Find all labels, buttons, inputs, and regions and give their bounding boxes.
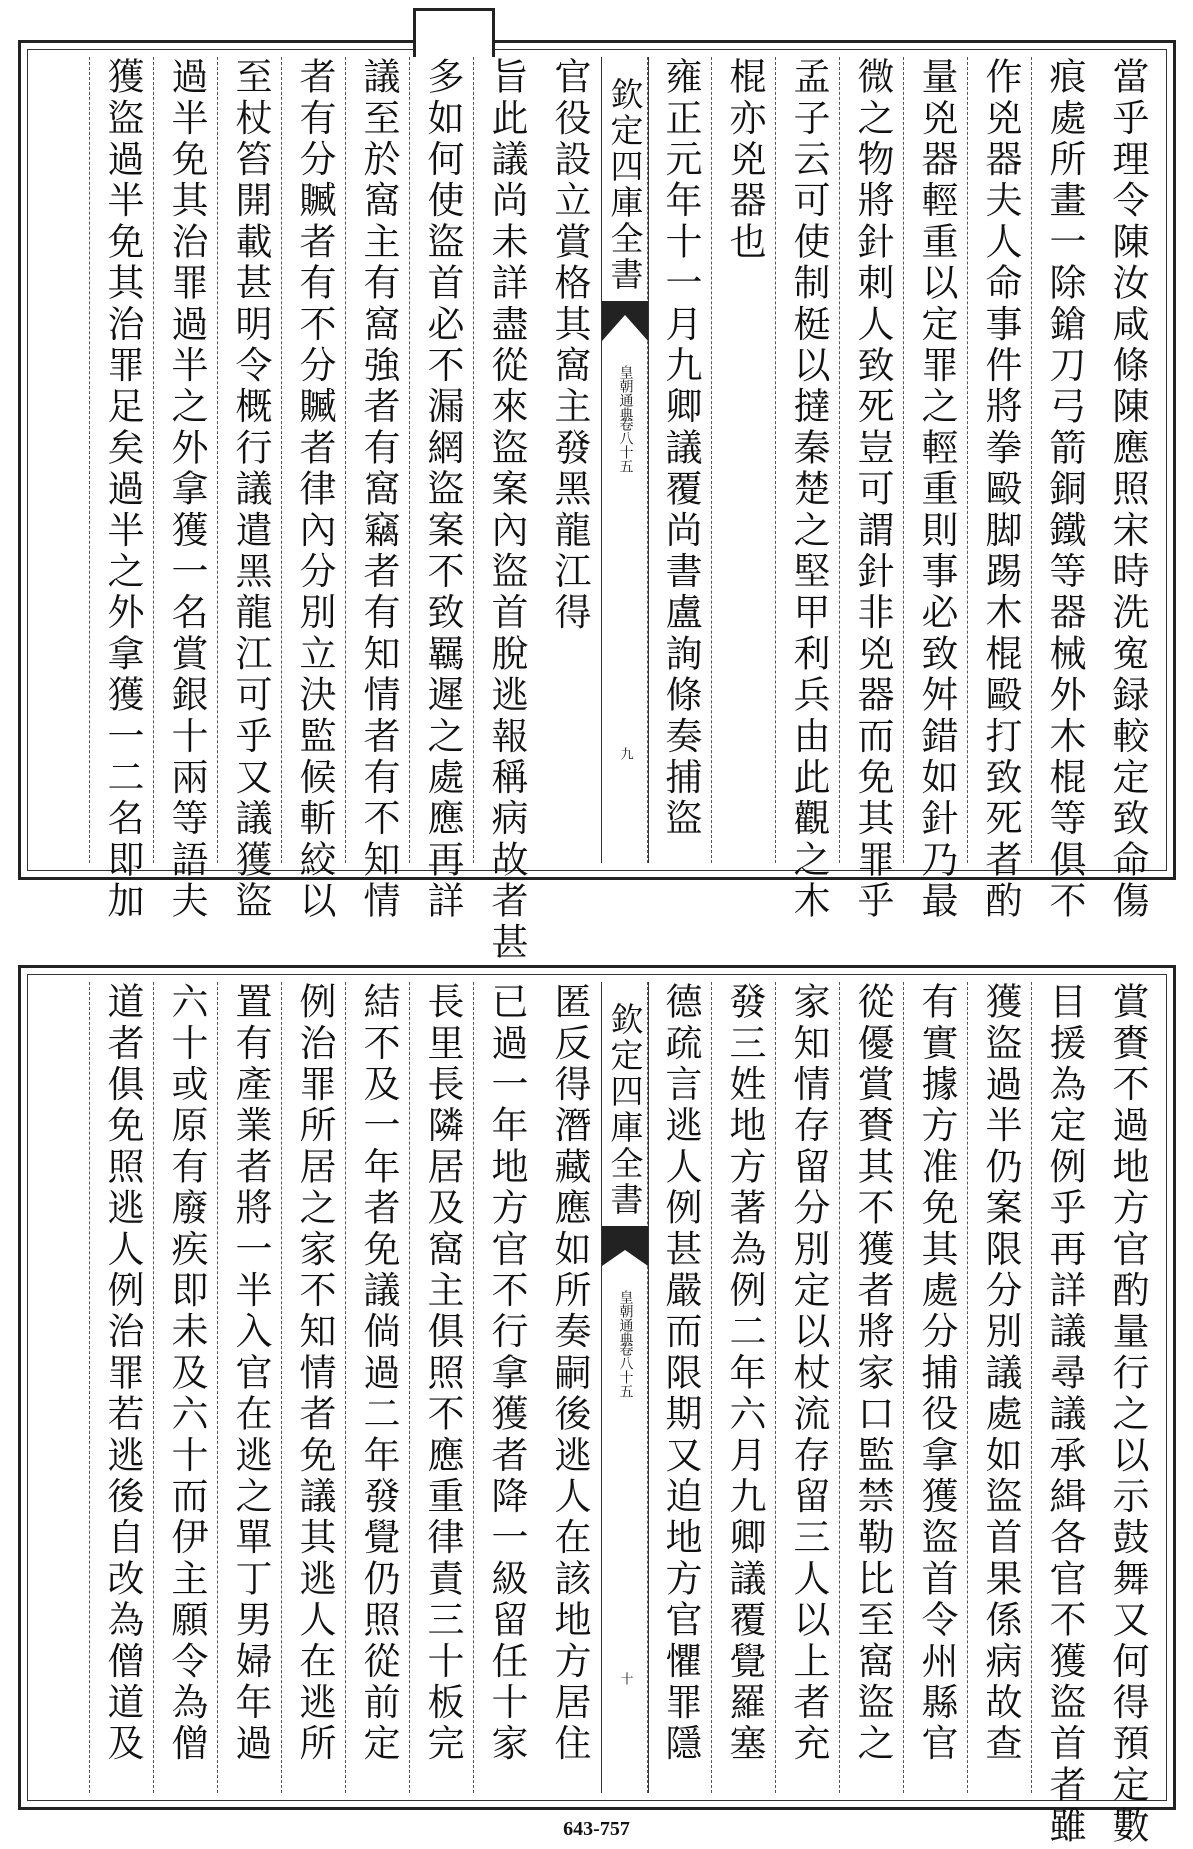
text-column: 匿反得潛藏應如所奏嗣後逃人在該地方居住	[548, 982, 591, 1765]
text-column: 官役設立賞格其窩主發黑龍江得	[548, 57, 591, 634]
source-title: 皇朝通典	[617, 1290, 634, 1346]
text-column: 置有產業者將一半入官在逃之單丁男婦年過	[217, 982, 282, 1793]
text-column: 旨此議尚未詳盡從來盜案內盜首脫逃報稱病故者甚	[473, 57, 538, 863]
text-column: 德疏言逃人例甚嚴而限期又迫地方官懼罪隱	[647, 982, 712, 1793]
fishtail-mark	[602, 1226, 648, 1266]
text-column: 議至於窩主有窩強者有窩竊者有知情者有不知情	[345, 57, 410, 863]
chapter-number: 卷八十五	[617, 417, 634, 473]
text-column: 者有分贓者有不分贓者律內分別立決監候斬絞以	[281, 57, 346, 863]
page-reference-number: 643-757	[563, 1818, 630, 1840]
text-column: 長里長隣居及窩主俱照不應重律責三十板完	[409, 982, 474, 1793]
text-column: 有實據方准免其處分捕役拿獲盜首令州縣官	[903, 982, 968, 1793]
source-title: 皇朝通典	[617, 365, 634, 421]
text-column: 當乎理令陳汝咸條陳應照宋時洗寃録較定致命傷	[1106, 57, 1149, 923]
text-column: 已過一年地方官不行拿獲者降一級留任十家	[473, 982, 538, 1793]
text-column: 獲盜過半免其治罪足矣過半之外拿獲一二名即加	[89, 57, 154, 863]
folio-number: 十	[617, 1672, 633, 1685]
text-column: 量兇器輕重以定罪之輕重則事必致舛錯如針乃最	[903, 57, 968, 863]
book-title: 欽定四庫全書	[605, 1002, 645, 1218]
page-upper-leaf	[18, 40, 1176, 964]
text-column: 獲盜過半仍案限分別議處如盜首果係病故查	[967, 982, 1032, 1793]
text-column: 過半免其治罪過半之外拿獲一名賞銀十兩等語夫	[153, 57, 218, 863]
text-column: 孟子云可使制梃以撻秦楚之堅甲利兵由此觀之木	[775, 57, 840, 863]
text-column: 家知情存留分別定以杖流存留三人以上者充	[775, 982, 840, 1793]
text-column: 作兇器夫人命事件將拳毆脚踢木棍毆打致死者酌	[967, 57, 1032, 863]
folio-number: 九	[617, 747, 633, 760]
chapter-number: 卷八十五	[617, 1342, 634, 1398]
text-column: 雍正元年十一月九卿議覆尚書盧詢條奏捕盜	[647, 57, 712, 863]
text-column: 六十或原有廢疾即未及六十而伊主願令為僧	[153, 982, 218, 1793]
text-column: 多如何使盜首必不漏網盜案不致羈遲之處應再詳	[409, 57, 474, 863]
fishtail-mark	[602, 301, 648, 341]
text-column: 發三姓地方著為例二年六月九卿議覆覺羅塞	[711, 982, 776, 1793]
text-column: 道者俱免照逃人例治罪若逃後自改為僧道及	[89, 982, 154, 1793]
text-column: 從優賞賚其不獲者將家口監禁勒比至窩盜之	[839, 982, 904, 1793]
text-column: 例治罪所居之家不知情者免議其逃人在逃所	[281, 982, 346, 1793]
text-column: 賞賚不過地方官酌量行之以示鼓舞又何得預定數	[1106, 982, 1149, 1848]
text-column: 目援為定例乎再詳議尋議承緝各官不獲盜首者雖	[1031, 982, 1096, 1793]
text-column: 至杖笞開載甚明令概行議遣黑龍江可乎又議獲盜	[217, 57, 282, 863]
text-column: 棍亦兇器也	[711, 57, 776, 863]
text-column: 痕處所畫一除鎗刀弓箭銅鐵等器械外木棍等俱不	[1031, 57, 1096, 863]
page-tab	[413, 8, 495, 57]
book-title: 欽定四庫全書	[605, 77, 645, 293]
text-column: 結不及一年者免議倘過二年發覺仍照從前定	[345, 982, 410, 1793]
center-fold	[601, 57, 649, 863]
center-fold	[601, 982, 649, 1793]
text-column: 微之物將針刺人致死豈可謂針非兇器而免其罪乎	[839, 57, 904, 863]
